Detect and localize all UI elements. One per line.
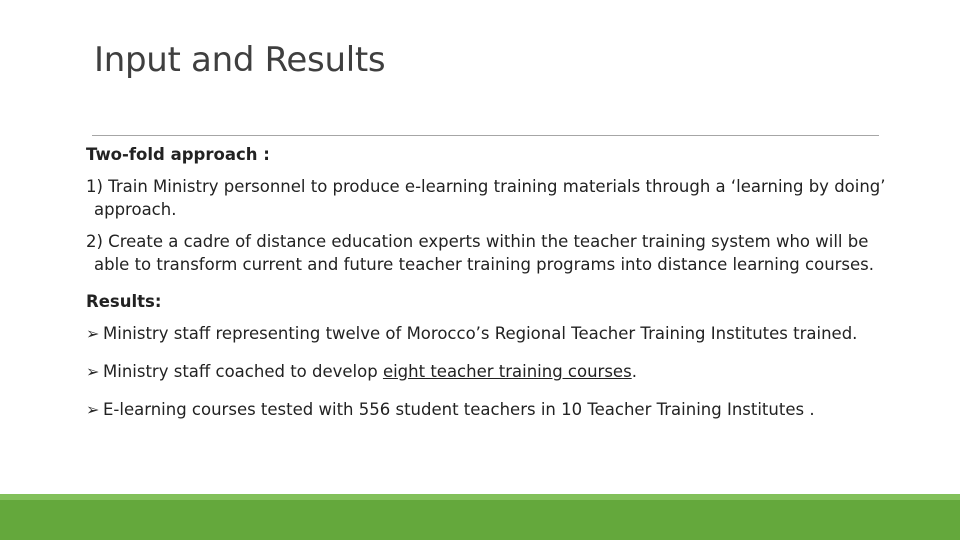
result-item-3-text: E-learning courses tested with 556 student teachers in 10 Teacher Training Institutes . <box>103 400 815 419</box>
result-item-3 <box>86 398 906 421</box>
slide-content <box>86 143 906 436</box>
arrow-bullet-icon: ➢ <box>86 324 100 343</box>
results-heading: Results: <box>86 292 162 311</box>
arrow-bullet-icon: ➢ <box>86 400 100 419</box>
result-item-2-prefix: Ministry staff coached to develop <box>103 362 383 381</box>
result-item-2-suffix: . <box>631 362 637 381</box>
approach-heading: Two-fold approach : <box>86 145 270 164</box>
footer-bar <box>0 500 960 540</box>
approach-item-1: 1) Train Ministry personnel to produce e-learning training materials through a ‘learning by doing’ approach. <box>86 177 886 219</box>
result-item-1-text: Ministry staff representing twelve of Morocco’s Regional Teacher Training Institutes trained. <box>103 324 858 343</box>
result-item-2 <box>86 360 906 383</box>
approach-item-2: 2) Create a cadre of distance education experts within the teacher training system who will be able to transform current and future teacher training programs into distance learning courses. <box>86 232 875 274</box>
title-divider <box>92 135 879 136</box>
arrow-bullet-icon: ➢ <box>86 362 100 381</box>
slide-title: Input and Results <box>94 40 386 80</box>
result-item-1 <box>86 322 906 345</box>
result-item-2-link[interactable]: eight teacher training courses <box>382 362 632 381</box>
